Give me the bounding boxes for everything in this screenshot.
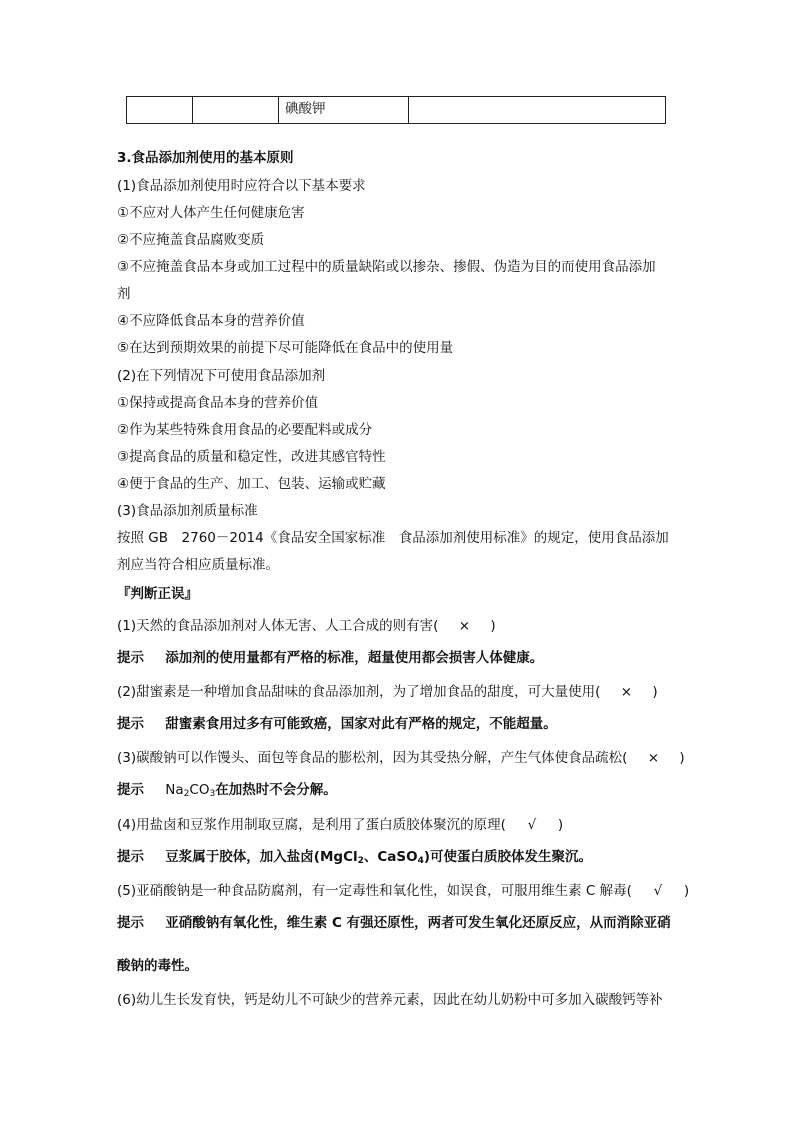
- subsection-heading: (2)在下列情况下可使用食品添加剂: [117, 368, 326, 384]
- question-text: (4)用盐卤和豆浆作用制取豆腐，是利用了蛋白质胶体聚沉的原理(: [117, 817, 506, 833]
- hint-line: [117, 913, 671, 933]
- list-item: ②不应掩盖食品腐败变质: [117, 232, 265, 248]
- table-fragment: [126, 96, 666, 124]
- hint-continuation: 酸钠的毒性。: [117, 958, 198, 974]
- question-text: (3)碳酸钠可以作馒头、面包等食品的膨松剂，因为其受热分解，产生气体使食品疏松(: [117, 750, 628, 766]
- hint-line: [117, 847, 592, 871]
- list-item: ③提高食品的质量和稳定性，改进其感官特性: [117, 449, 386, 465]
- hint-label: 提示: [117, 716, 144, 732]
- list-item: ④便于食品的生产、加工、包装、运输或贮藏: [117, 476, 386, 492]
- answer-mark: √: [653, 883, 663, 899]
- hint-text: 豆浆属于胶体，加入盐卤(MgCl$_2$、CaSO$_4$)可使蛋白质胶体发生聚沉。: [165, 849, 593, 866]
- hint-line: [117, 714, 557, 734]
- judge-question: [117, 815, 563, 835]
- judge-question: [117, 881, 689, 901]
- question-close: ): [683, 883, 690, 899]
- question-text: (2)甜蜜素是一种增加食品甜味的食品添加剂，为了增加食品的甜度，可大量使用(: [117, 684, 601, 700]
- hint-line: [117, 780, 337, 804]
- table-cell: 碘酸钾: [279, 97, 409, 123]
- hint-text: 亚硝酸钠有氧化性，维生素 C 有强还原性，两者可发生氧化还原反应，从而消除亚硝: [165, 915, 671, 931]
- hint-label: 提示: [117, 849, 144, 865]
- hint-text: 添加剂的使用量都有严格的标准，超量使用都会损害人体健康。: [165, 650, 544, 666]
- question-text: (6)幼儿生长发育快，钙是幼儿不可缺少的营养元素，因此在幼儿奶粉中可多加入碳酸钙等补: [117, 992, 663, 1008]
- list-item: ②作为某些特殊食用食品的必要配料或成分: [117, 422, 373, 438]
- hint-text: 甜蜜素食用过多有可能致癌，国家对此有严格的规定，不能超量。: [165, 716, 557, 732]
- judge-question: [117, 682, 658, 702]
- subsection-heading: (3)食品添加剂质量标准: [117, 503, 258, 519]
- list-item: 剂: [117, 286, 131, 302]
- hint-line: [117, 648, 543, 668]
- question-close: ): [679, 750, 685, 766]
- answer-mark: ×: [620, 684, 633, 700]
- judge-question: [117, 990, 663, 1010]
- table-cell: [409, 97, 665, 123]
- paragraph-line: 剂应当符合相应质量标准。: [117, 557, 279, 573]
- paragraph-line: 按照 GB 2760－2014《食品安全国家标准 食品添加剂使用标准》的规定，使用食品添加: [117, 530, 669, 546]
- question-close: ): [652, 684, 658, 700]
- list-item: ③不应掩盖食品本身或加工过程中的质量缺陷或以掺杂、掺假、伪造为目的而使用食品添加: [117, 259, 656, 275]
- list-item: ④不应降低食品本身的营养价值: [117, 313, 305, 329]
- hint-formula: $Na_2CO_3$: [165, 782, 216, 799]
- judge-section-title: 『判断正误』: [117, 586, 198, 602]
- question-text: (1)天然的食品添加剂对人体无害、人工合成的则有害(: [117, 618, 439, 634]
- hint-label: 提示: [117, 782, 144, 798]
- table-cell: [127, 97, 193, 123]
- question-text: (5)亚硝酸钠是一种食品防腐剂，有一定毒性和氧化性，如误食，可服用维生素 C 解毒(: [117, 883, 632, 899]
- list-item: ①保持或提高食品本身的营养价值: [117, 395, 319, 411]
- hint-label: 提示: [117, 650, 144, 666]
- question-close: ): [490, 618, 496, 634]
- answer-mark: ×: [458, 618, 471, 634]
- judge-question: [117, 748, 685, 768]
- hint-label: 提示: [117, 915, 144, 931]
- answer-mark: √: [527, 817, 537, 833]
- list-item: ⑤在达到预期效果的前提下尽可能降低在食品中的使用量: [117, 340, 454, 356]
- table-cell: [193, 97, 279, 123]
- list-item: ①不应对人体产生任何健康危害: [117, 205, 305, 221]
- answer-mark: ×: [647, 750, 660, 766]
- hint-text: 在加热时不会分解。: [215, 782, 337, 798]
- subsection-heading: (1)食品添加剂使用时应符合以下基本要求: [117, 178, 366, 194]
- judge-question: [117, 616, 496, 636]
- question-close: ): [557, 817, 564, 833]
- section-title: 3.食品添加剂使用的基本原则: [117, 150, 294, 166]
